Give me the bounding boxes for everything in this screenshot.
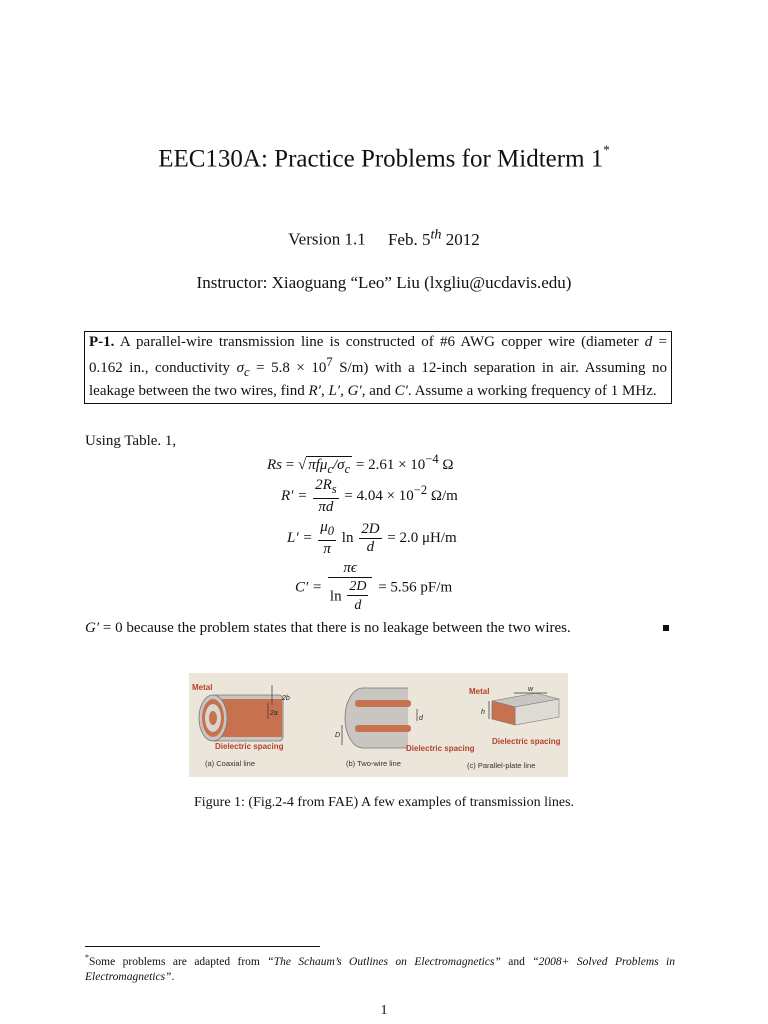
dim-d-label: d bbox=[419, 715, 423, 722]
dim-D-label: D bbox=[335, 732, 341, 739]
using-table-text: Using Table. 1, bbox=[85, 433, 177, 449]
footnote-mark: * bbox=[603, 142, 610, 157]
metal-label-a: Metal bbox=[192, 683, 213, 692]
footnote-rule bbox=[85, 946, 320, 947]
qed-square-icon bbox=[663, 625, 669, 631]
problem-label: P-1. bbox=[89, 334, 115, 350]
equation-r-prime: R′ = $\frac{2R_s}{\pi d}$ = $4.04 \times 10^{-2}$ Ω/m bbox=[281, 477, 458, 515]
fraction: $\frac{\mu_0}{\pi}$ bbox=[320, 519, 335, 557]
subcaption-c: (c) Parallel-plate line bbox=[467, 761, 536, 770]
subcaption-a: (a) Coaxial line bbox=[205, 759, 256, 768]
page-number: 1 bbox=[380, 1003, 388, 1018]
equation-rs: Rs = √ $\pi f\mu_c/\sigma_c = 2.61 \times 10^{-4}$ Ω bbox=[267, 452, 454, 476]
page-title: EEC130A: Practice Problems for Midterm 1* bbox=[158, 142, 610, 173]
parallel-plate-drawing bbox=[489, 693, 559, 725]
fraction: $\frac{2R_s}{\pi d}$ bbox=[315, 477, 337, 515]
instructor-line: Instructor: Xiaoguang “Leo” Liu (lxgliu@ucdavis.edu) bbox=[196, 273, 572, 292]
dielectric-label-c: Dielectric spacing bbox=[492, 737, 561, 746]
version-line bbox=[0, 226, 768, 250]
figure-illustration bbox=[189, 673, 568, 777]
dim-w-label: w bbox=[528, 686, 534, 693]
problem-box: P-1. A parallel-wire transmission line is constructed of #6 AWG copper wire (diameter d = 0.162 in., conductivity $\sigma_c = 5.8 \times 10^7$ S/m) with a 12-inch separation in air. Assuming no leakage between the two wires, find R′, L′, G′, and C′. Assume a working frequency of 1 MHz. bbox=[84, 331, 672, 404]
subcaption-b: (b) Two-wire line bbox=[346, 759, 401, 768]
footnote: *Some problems are adapted from “The Schaum’s Outlines on Electromagnetics” and “2008+ Solved Problems in Electromagnetics”. bbox=[85, 953, 675, 983]
equation-c-prime: C′ = πϵ ln $\frac{2D}{d}$ = 5.56 pF/m bbox=[295, 560, 452, 616]
fraction: $\frac{2D}{d}$ bbox=[361, 521, 380, 555]
dim-2b-label: 2b bbox=[282, 695, 290, 702]
dim-h-label: h bbox=[481, 709, 485, 716]
two-wire-line-drawing bbox=[342, 688, 417, 748]
date-label: Feb. 5th 2012 bbox=[387, 226, 480, 249]
fraction: πϵ ln $\frac{2D}{d}$ bbox=[328, 560, 373, 616]
dim-2a-label: 2a bbox=[270, 710, 278, 717]
figure-caption: Figure 1: (Fig.2-4 from FAE) A few examples of transmission lines. bbox=[193, 795, 575, 810]
dielectric-label-b: Dielectric spacing bbox=[406, 744, 475, 753]
dielectric-label-a: Dielectric spacing bbox=[215, 742, 284, 751]
version-label: Version 1.1 bbox=[288, 229, 366, 249]
transmission-lines-figure bbox=[189, 673, 568, 777]
metal-label-c: Metal bbox=[469, 687, 490, 696]
equation-l-prime: L′ = $\frac{\mu_0}{\pi}$ ln $\frac{2D}{d}$ = 2.0 μH/m bbox=[287, 519, 457, 557]
g-prime-statement: G′ = 0 because the problem states that there is no leakage between the two wires. bbox=[85, 620, 571, 636]
